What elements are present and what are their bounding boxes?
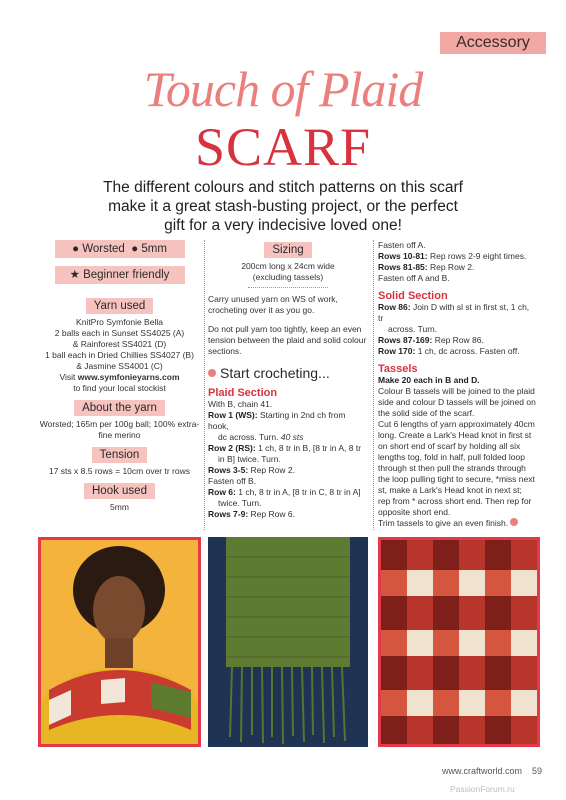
- column-divider: [204, 240, 205, 530]
- materials-column: [38, 240, 201, 513]
- category-tag: Accessory: [440, 32, 546, 54]
- instructions-column: [208, 240, 368, 520]
- note-carry-yarn: Carry unused yarn on WS of work, crocheting over it as you go.: [208, 294, 338, 315]
- weight-label: Worsted: [82, 243, 125, 255]
- watermark: PassionForum.ru: [450, 784, 515, 794]
- solid-instructions: Row 86: Join D with sl st in first st, 1 ch, tr across. Turn. Rows 87-169: Rep Row 86. Row 170: 1 ch, dc across. Fasten off.: [378, 302, 530, 356]
- about-yarn-heading: About the yarn: [74, 400, 165, 416]
- start-heading: Start crocheting...: [208, 365, 368, 381]
- sizing-heading: Sizing: [264, 242, 311, 258]
- tension-text: 17 sts x 8.5 rows = 10cm over tr rows: [48, 466, 190, 476]
- weight-hook-pill: [55, 240, 185, 258]
- hook-used-heading: Hook used: [84, 483, 155, 499]
- tension-heading: Tension: [92, 447, 148, 463]
- hook-icon: ●: [131, 243, 139, 255]
- dotted-divider: [248, 287, 328, 288]
- title-line2: SCARF: [194, 117, 372, 177]
- yarn-used-text: KnitPro Symfonie Bella 2 balls each in Sunset SS4025 (A) & Rainforest SS4021 (D) 1 ball each in Dried Chillies SS4027 (B) & Jasmine SS4001 (C) Visit www.symfonieyarns.com to find your local stockist: [45, 317, 194, 393]
- title-line1: Touch of Plaid: [143, 61, 423, 117]
- photo-scarf-fringe: [208, 537, 368, 747]
- photo-model-wearing-scarf: [38, 537, 201, 747]
- hook-size-label: 5mm: [141, 243, 167, 255]
- about-yarn-text: Worsted; 165m per 100g ball; 100% extra-fine merino: [39, 419, 200, 440]
- note-tension: Do not pull yarn too tightly, keep an even tension between the plaid and solid colour sections.: [208, 324, 367, 356]
- bullet-dot-icon: [208, 369, 216, 377]
- star-icon: ★: [69, 269, 80, 281]
- footer-url[interactable]: www.craftworld.com: [442, 766, 523, 776]
- intro-text: The different colours and stitch patterns on this scarf make it a great stash-busting project, or the perfect gift for a very indecisive loved one!: [103, 179, 463, 234]
- instructions-column-3: [378, 240, 536, 529]
- hook-used-text: 5mm: [110, 502, 129, 512]
- plaid-instructions: With B, chain 41. Row 1 (WS): Starting in 2nd ch from hook, dc across. Turn. 40 sts Row 2 (RS): 1 ch, 8 tr in B, [8 tr in A, 8 tr in B] twice. Turn. Rows 3-5: Rep Row 2. Fasten off B. Row 6: 1 ch, 8 tr in A, [8 tr in C, 8 tr in A] twice. Turn. Rows 7-9: Rep Row 6.: [208, 399, 362, 519]
- tassels-heading: Tassels: [378, 363, 418, 375]
- plaid-heading: Plaid Section: [208, 387, 278, 399]
- end-dot-icon: [510, 518, 518, 526]
- yarn-used-heading: Yarn used: [86, 298, 154, 314]
- solid-heading: Solid Section: [378, 290, 448, 302]
- level-pill: [55, 266, 185, 284]
- yarn-ball-icon: ●: [72, 243, 80, 255]
- sizing-line2: (excluding tassels): [252, 272, 324, 282]
- level-label: Beginner friendly: [83, 269, 170, 281]
- photo-plaid-detail: [378, 537, 540, 747]
- yarn-site-link[interactable]: www.symfonieyarns.com: [77, 372, 180, 382]
- tassels-instructions: Make 20 each in B and D. Colour B tassels will be joined to the plaid side and colour D tassels will be joined on the solid side of the scarf. Cut 6 lengths of yarn approximately 40cm long. Create a Lark's Head knot in first st on short end of scarf by holding all six lengths tog, fold in half, pull folded loop through st then pull the strands through the loop pulling tight to secure, *miss next st, make a Lark's Head knot in next st; rep from * across short end. Then rep for opposite short end. Trim tassels to give an even finish.: [378, 375, 536, 528]
- sizing-line1: 200cm long x 24cm wide: [241, 261, 335, 271]
- page-number: 59: [532, 766, 543, 776]
- column-divider: [373, 240, 374, 530]
- plaid-continued: Fasten off A. Rows 10-81: Rep rows 2-9 eight times. Rows 81-85: Rep Row 2. Fasten off A and B.: [378, 240, 527, 283]
